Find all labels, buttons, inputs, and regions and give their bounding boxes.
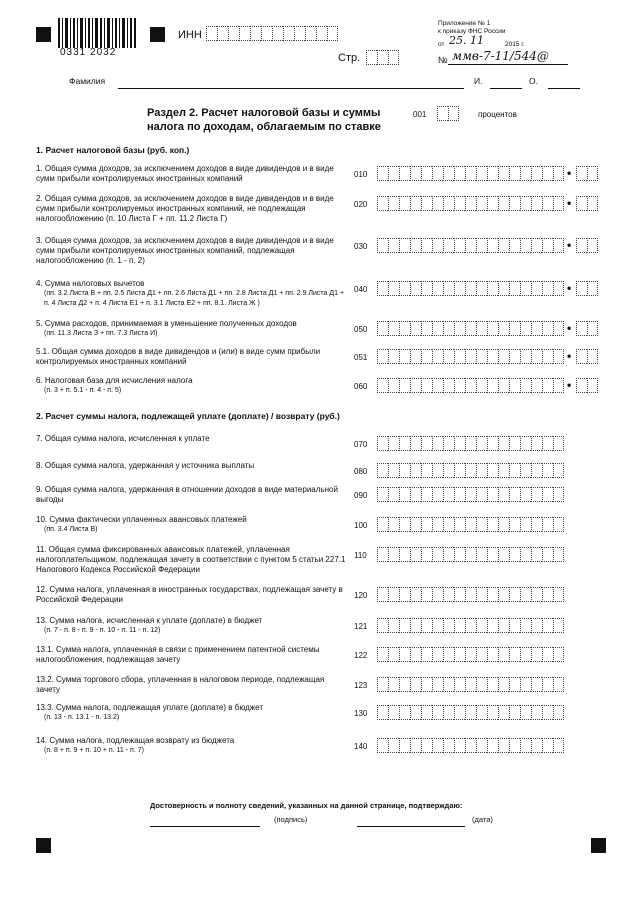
row-label-text: 8. Общая сумма налога, удержанная у источника выплаты: [36, 461, 255, 470]
surname-label: Фамилия: [69, 76, 106, 86]
corner-marker-bottom-right: [591, 838, 606, 853]
date-label: (дата): [472, 815, 493, 824]
row-code: 051: [354, 353, 368, 362]
initial-i-label: И.: [474, 76, 483, 86]
initial-o-field[interactable]: [548, 88, 580, 89]
row-code: 123: [354, 681, 368, 690]
row-code: 030: [354, 242, 368, 251]
row-label-text: 13.2. Сумма торгового сбора, уплаченная в налоговом периоде, подлежащая зачету: [36, 675, 325, 694]
page-number-field[interactable]: [366, 50, 399, 65]
kopecks-field[interactable]: [576, 321, 598, 336]
kopecks-field[interactable]: [576, 349, 598, 364]
row-label-text: 2. Общая сумма доходов, за исключением доходов в виде дивидендов и в виде сумм прибыли контролируемых иностранных компаний, не подлежащая налогообложению (п. 10 Листа Г + пп. 11.2 Листа Г): [36, 194, 334, 223]
row-label-text: 12. Сумма налога, уплаченная в иностранных государствах, подлежащая зачету в Российской Федерации: [36, 585, 343, 604]
row-label: [36, 675, 346, 695]
row-label: [36, 545, 346, 575]
row-label: [36, 645, 346, 665]
decimal-point: •: [567, 378, 572, 392]
row-label: [36, 236, 346, 266]
confirm-text: Достоверность и полноту сведений, указанных на данной странице, подтверждаю:: [150, 801, 463, 810]
row-label-text: 3. Общая сумма доходов, за исключением доходов в виде дивидендов и в виде сумм прибыли контролируемых иностранных компаний, подлежащая налогообложению (п. 1 - п. 2): [36, 236, 334, 265]
amount-field[interactable]: [377, 196, 564, 211]
kopecks-field[interactable]: [576, 196, 598, 211]
row-label: [36, 616, 346, 636]
section-title-line2: налога по доходам, облагаемым по ставке: [147, 121, 381, 133]
amount-field[interactable]: [377, 517, 564, 532]
decimal-point: •: [567, 196, 572, 210]
row-label-text: 13. Сумма налога, исчисленная к уплате (доплате) в бюджет: [36, 616, 263, 625]
row-code: 090: [354, 491, 368, 500]
corner-marker-top-mid: [150, 27, 165, 42]
amount-field[interactable]: [377, 738, 564, 753]
row-formula: (пп. 3.2 Листа В + пп. 2.5 Листа Д1 + пп. 2.6 Листа Д1 + пп. 2.8 Листа Д1 + пп. 2.9 Листа Д1 + п. 4 Листа Д2 + п. 4 Листа Е1 + п. 3.1 Листа Е2 + пп. 8.1. Листа Ж ): [44, 290, 345, 307]
appendix-number-underline: [448, 64, 568, 65]
appendix-line1: Приложение № 1: [438, 20, 491, 27]
amount-field[interactable]: [377, 349, 564, 364]
amount-field[interactable]: [377, 281, 564, 296]
amount-field[interactable]: [377, 166, 564, 181]
rate-field[interactable]: [437, 106, 459, 121]
section-title-line1: Раздел 2. Расчет налоговой базы и суммы: [147, 107, 381, 119]
row-label-text: 4. Сумма налоговых вычетов: [36, 279, 145, 288]
row-label-text: 5.1. Общая сумма доходов в виде дивидендов и (или) в виде сумм прибыли контролируемых иностранных компаний: [36, 347, 321, 366]
rate-code: 001: [413, 110, 427, 119]
row-label-text: 13.3. Сумма налога, подлежащая уплате (доплате) в бюджет: [36, 703, 264, 712]
row-code: 121: [354, 622, 368, 631]
kopecks-field[interactable]: [576, 281, 598, 296]
page-label: Стр.: [338, 52, 361, 64]
amount-field[interactable]: [377, 647, 564, 662]
section1-heading: 1. Расчет налоговой базы (руб. коп.): [36, 145, 190, 155]
initial-o-label: О.: [529, 76, 538, 86]
corner-marker-top-left: [36, 27, 51, 42]
row-label: [36, 585, 346, 605]
kopecks-field[interactable]: [576, 238, 598, 253]
amount-field[interactable]: [377, 587, 564, 602]
row-label: [36, 515, 346, 535]
amount-field[interactable]: [377, 321, 564, 336]
row-code: 060: [354, 382, 368, 391]
row-label: [36, 164, 346, 184]
kopecks-field[interactable]: [576, 378, 598, 393]
row-code: 122: [354, 651, 368, 660]
appendix-line2: к приказу ФНС России: [438, 28, 506, 35]
amount-field[interactable]: [377, 677, 564, 692]
inn-label: ИНН: [178, 29, 202, 41]
row-label-text: 7. Общая сумма налога, исчисленная к уплате: [36, 434, 210, 443]
row-formula: (п. 7 - п. 8 - п. 9 - п. 10 - п. 11 - п. 12): [44, 627, 161, 634]
decimal-point: •: [567, 281, 572, 295]
initial-i-field[interactable]: [490, 88, 522, 89]
decimal-point: •: [567, 349, 572, 363]
row-formula: (пп. 3.4 Листа В): [44, 526, 98, 533]
row-label-text: 9. Общая сумма налога, удержанная в отношении доходов в виде материальной выгоды: [36, 485, 338, 504]
percent-label: процентов: [478, 110, 517, 119]
row-code: 080: [354, 467, 368, 476]
row-code: 050: [354, 325, 368, 334]
row-code: 130: [354, 709, 368, 718]
row-label: [36, 434, 346, 444]
row-label: [36, 703, 346, 723]
row-label: [36, 736, 346, 756]
row-code: 100: [354, 521, 368, 530]
signature-label: (подпись): [274, 815, 308, 824]
amount-field[interactable]: [377, 705, 564, 720]
amount-field[interactable]: [377, 238, 564, 253]
barcode-number: 0331 2032: [60, 47, 117, 58]
amount-field[interactable]: [377, 378, 564, 393]
amount-field[interactable]: [377, 547, 564, 562]
row-label-text: 13.1. Сумма налога, уплаченная в связи с применением патентной системы налогообложения, подлежащая зачету: [36, 645, 320, 664]
decimal-point: •: [567, 238, 572, 252]
kopecks-field[interactable]: [576, 166, 598, 181]
appendix-number: ммв-7-11/544@: [452, 49, 549, 63]
row-code: 010: [354, 170, 368, 179]
row-code: 070: [354, 440, 368, 449]
row-label-text: 11. Общая сумма фиксированных авансовых платежей, уплаченная налогоплательщиком, подлежащая зачету в соответствии с пунктом 5 статьи 227.1 Налогового Кодекса Российской Федерации: [36, 545, 346, 574]
row-code: 120: [354, 591, 368, 600]
decimal-point: •: [567, 321, 572, 335]
row-label: [36, 194, 346, 224]
appendix-from: от: [438, 41, 445, 48]
barcode-image: [58, 18, 138, 48]
surname-field[interactable]: [118, 88, 464, 89]
decimal-point: •: [567, 166, 572, 180]
row-label-text: 10. Сумма фактически уплаченных авансовых платежей: [36, 515, 247, 524]
row-label-text: 6. Налоговая база для исчисления налога: [36, 376, 193, 385]
row-formula: (п. 3 + п. 5.1 - п. 4 - п. 5): [44, 387, 122, 394]
row-label: [36, 485, 346, 505]
signature-field[interactable]: [150, 826, 260, 827]
row-label: [36, 376, 346, 396]
row-label-text: 1. Общая сумма доходов, за исключением доходов в виде дивидендов и в виде сумм прибыли контролируемых иностранных компаний: [36, 164, 334, 183]
row-code: 020: [354, 200, 368, 209]
appendix-date: 25. 11: [449, 34, 484, 47]
amount-field[interactable]: [377, 487, 564, 502]
row-formula: (п. 13 - п. 13.1 - п. 13.2): [44, 714, 120, 721]
row-formula: (пп. 11.3 Листа З + пп. 7.3 Листа И): [44, 330, 158, 337]
corner-marker-bottom-left: [36, 838, 51, 853]
amount-field[interactable]: [377, 436, 564, 451]
date-field[interactable]: [357, 826, 465, 827]
appendix-no-label: №: [438, 55, 448, 65]
amount-field[interactable]: [377, 618, 564, 633]
row-label: [36, 347, 346, 367]
section2-heading: 2. Расчет суммы налога, подлежащей уплате (доплате) / возврату (руб.): [36, 411, 340, 421]
row-code: 040: [354, 285, 368, 294]
row-code: 140: [354, 742, 368, 751]
row-formula: (п. 8 + п. 9 + п. 10 + п. 11 - п. 7): [44, 747, 144, 754]
row-code: 110: [354, 551, 367, 560]
row-label-text: 14. Сумма налога, подлежащая возврату из бюджета: [36, 736, 235, 745]
row-label: [36, 461, 346, 471]
inn-field[interactable]: [206, 26, 338, 41]
row-label: [36, 319, 346, 339]
amount-field[interactable]: [377, 463, 564, 478]
appendix-year: 2015 г.: [505, 41, 525, 48]
row-label: [36, 279, 346, 309]
row-label-text: 5. Сумма расходов, принимаемая в уменьшение полученных доходов: [36, 319, 297, 328]
